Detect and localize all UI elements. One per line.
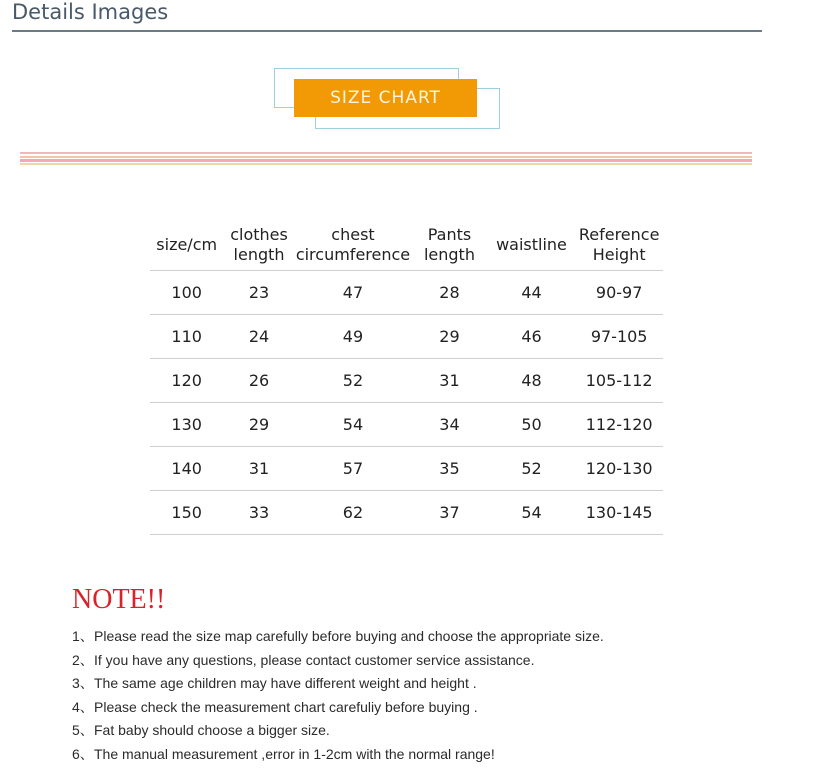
cell-size: 130 (150, 403, 223, 447)
header-waistline: waistline (488, 220, 576, 271)
note-number: 6、 (72, 745, 94, 762)
cell-pants-length: 28 (411, 271, 487, 315)
list-item (72, 672, 604, 696)
cell-clothes-length: 24 (223, 315, 294, 359)
cell-waistline: 44 (488, 271, 576, 315)
note-number: 2、 (72, 651, 94, 668)
cell-reference-height: 97-105 (575, 315, 663, 359)
header-pants-length: Pants length (411, 220, 487, 271)
cell-reference-height: 112-120 (575, 403, 663, 447)
cell-reference-height: 105-112 (575, 359, 663, 403)
cell-waistline: 50 (488, 403, 576, 447)
cell-clothes-length: 33 (223, 491, 294, 535)
cell-pants-length: 35 (411, 447, 487, 491)
cell-chest: 54 (295, 403, 412, 447)
list-item (72, 719, 604, 743)
table-header-row (150, 220, 663, 271)
note-text: Please check the measurement chart carefuliy before buying . (94, 698, 478, 715)
section-title: Details Images (12, 0, 169, 24)
cell-size: 110 (150, 315, 223, 359)
note-title: NOTE!! (72, 584, 166, 615)
cell-chest: 47 (295, 271, 412, 315)
cell-reference-height: 130-145 (575, 491, 663, 535)
note-number: 5、 (72, 722, 94, 739)
note-number: 1、 (72, 628, 94, 644)
cell-chest: 57 (295, 447, 412, 491)
note-text: The same age children may have different weight and height . (94, 675, 477, 692)
cell-waistline: 46 (488, 315, 576, 359)
cell-size: 120 (150, 359, 223, 403)
stripe-4 (20, 163, 752, 165)
cell-clothes-length: 29 (223, 403, 294, 447)
table-row (150, 315, 663, 359)
note-text: Fat baby should choose a bigger size. (94, 722, 330, 739)
table-row (150, 447, 663, 491)
list-item (72, 625, 604, 649)
cell-size: 140 (150, 447, 223, 491)
cell-pants-length: 29 (411, 315, 487, 359)
note-number: 4、 (72, 698, 94, 715)
note-text: Please read the size map carefully before buying and choose the appropriate size. (94, 628, 604, 644)
section-header (12, 0, 762, 32)
note-number: 3、 (72, 675, 94, 692)
cell-size: 150 (150, 491, 223, 535)
header-chest-circumference: chest circumference (295, 220, 412, 271)
note-text: If you have any questions, please contact customer service assistance. (94, 651, 535, 668)
cell-reference-height: 90-97 (575, 271, 663, 315)
cell-clothes-length: 31 (223, 447, 294, 491)
cell-pants-length: 31 (411, 359, 487, 403)
table-row (150, 359, 663, 403)
table-row (150, 491, 663, 535)
list-item (72, 696, 604, 720)
note-list (72, 625, 604, 767)
size-chart-banner: SIZE CHART (294, 79, 477, 117)
cell-clothes-length: 26 (223, 359, 294, 403)
cell-chest: 49 (295, 315, 412, 359)
list-item (72, 743, 604, 767)
list-item (72, 649, 604, 673)
cell-waistline: 48 (488, 359, 576, 403)
stripe-1 (20, 152, 752, 154)
header-clothes-length: clothes length (223, 220, 294, 271)
cell-chest: 62 (295, 491, 412, 535)
decorative-stripes (20, 152, 752, 166)
note-text: The manual measurement ,error in 1-2cm with the normal range! (94, 745, 495, 762)
header-reference-height: Reference Height (575, 220, 663, 271)
cell-chest: 52 (295, 359, 412, 403)
size-table (150, 220, 663, 535)
stripe-3 (20, 159, 752, 162)
stripe-2 (20, 156, 752, 158)
header-size: size/cm (150, 220, 223, 271)
cell-waistline: 52 (488, 447, 576, 491)
cell-pants-length: 34 (411, 403, 487, 447)
cell-pants-length: 37 (411, 491, 487, 535)
table-row (150, 271, 663, 315)
cell-waistline: 54 (488, 491, 576, 535)
cell-reference-height: 120-130 (575, 447, 663, 491)
table-row (150, 403, 663, 447)
cell-size: 100 (150, 271, 223, 315)
cell-clothes-length: 23 (223, 271, 294, 315)
